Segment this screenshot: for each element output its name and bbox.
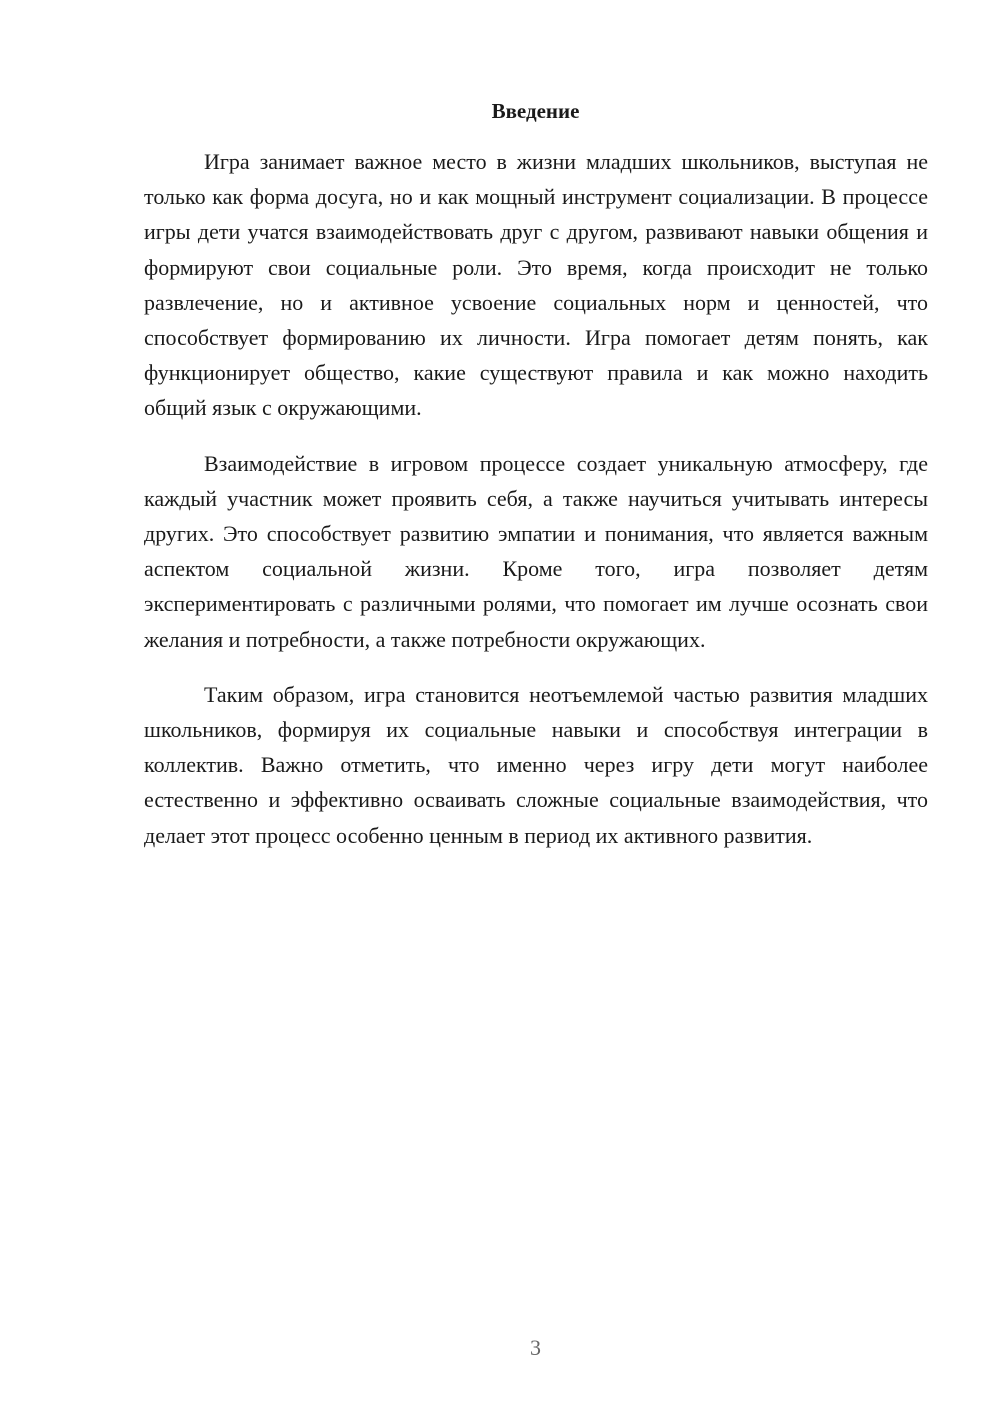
page-number: 3 <box>530 1335 541 1360</box>
paragraph-1: Игра занимает важное место в жизни младших школьников, выступая не только как форма досуга, но и как мощный инструмент социализации. В процессе игры дети учатся взаимодействовать друг с другом, развивают навыки общения и формируют свои социальные роли. Это время, когда происходит не только развлечение, но и активное усвоение социальных норм и ценностей, что способствует формированию их личности. Игра помогает детям понять, как функционирует общество, какие существуют правила и как можно находить общий язык с окружающими. <box>144 149 928 421</box>
body-text <box>144 144 928 873</box>
paragraph-2: Взаимодействие в игровом процессе создает уникальную атмосферу, где каждый участник может проявить себя, а также научиться учитывать интересы других. Это способствует развитию эмпатии и понимания, что является важным аспектом социальной жизни. Кроме того, игра позволяет детям экспериментировать с различными ролями, что помогает им лучше осознать свои желания и потребности, а также потребности окружающих. <box>144 450 928 652</box>
paragraph-3: Таким образом, игра становится неотъемлемой частью развития младших школьников, формируя их социальные навыки и способствуя интеграции в коллектив. Важно отметить, что именно через игру дети могут наиболее естественно и эффективно осваивать сложные социальные взаимодействия, что делает этот процесс особенно ценным в период их активного развития. <box>144 681 928 848</box>
section-title: Введение <box>491 99 580 123</box>
